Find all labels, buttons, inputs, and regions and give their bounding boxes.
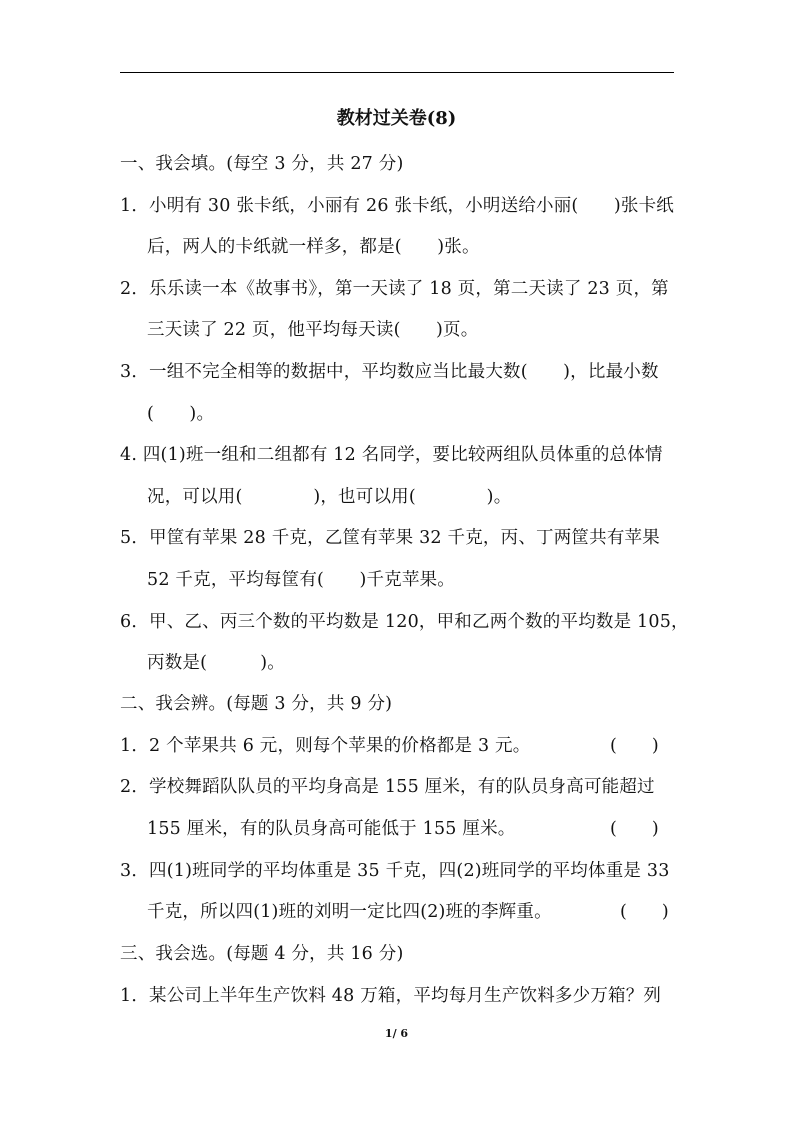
question-line: 2．学校舞蹈队队员的平均身高是 155 厘米，有的队员身高可能超过 — [120, 777, 655, 797]
section-heading-choose: 三、我会选。(每题 4 分，共 16 分) — [120, 944, 404, 964]
question-line: 1．小明有 30 张卡纸，小丽有 26 张卡纸，小明送给小丽( )张卡纸 — [120, 196, 674, 216]
page-number: 1/ 6 — [384, 1027, 409, 1040]
question-line: 况，可以用( )，也可以用( )。 — [147, 487, 512, 507]
answer-parens: ( ) — [610, 819, 659, 839]
question-line: 千克，所以四(1)班的刘明一定比四(2)班的李辉重。 — [147, 902, 552, 922]
answer-parens: ( ) — [620, 902, 669, 922]
question-line: 2．乐乐读一本《故事书》，第一天读了 18 页，第二天读了 23 页，第 — [120, 279, 669, 299]
header-rule — [120, 72, 674, 73]
question-line: 6．甲、乙、丙三个数的平均数是 120，甲和乙两个数的平均数是 105， — [120, 612, 689, 632]
question-line: 3．四(1)班同学的平均体重是 35 千克，四(2)班同学的平均体重是 33 — [120, 861, 670, 881]
question-line: 3．一组不完全相等的数据中，平均数应当比最大数( )，比最小数 — [120, 362, 659, 382]
question-line: 5．甲筐有苹果 28 千克，乙筐有苹果 32 千克，丙、丁两筐共有苹果 — [120, 528, 660, 548]
question-line: 三天读了 22 页，他平均每天读( )页。 — [147, 320, 479, 340]
question-line: 1．2 个苹果共 6 元，则每个苹果的价格都是 3 元。 — [120, 736, 531, 756]
section-heading-fill: 一、我会填。(每空 3 分，共 27 分) — [120, 154, 404, 174]
question-line: 155 厘米，有的队员身高可能低于 155 厘米。 — [147, 819, 516, 839]
document-title: 教材过关卷(8) — [336, 108, 457, 129]
answer-parens: ( ) — [610, 736, 659, 756]
section-heading-judge: 二、我会辨。(每题 3 分，共 9 分) — [120, 694, 393, 714]
question-line: 丙数是( )。 — [147, 653, 285, 673]
question-line: 后，两人的卡纸就一样多，都是( )张。 — [147, 237, 480, 257]
question-line: ( )。 — [147, 404, 215, 424]
question-line: 52 千克，平均每筐有( )千克苹果。 — [147, 570, 455, 590]
question-line: 4. 四(1)班一组和二组都有 12 名同学，要比较两组队员体重的总体情 — [120, 445, 663, 465]
question-line: 1．某公司上半年生产饮料 48 万箱，平均每月生产饮料多少万箱？列 — [120, 986, 662, 1006]
